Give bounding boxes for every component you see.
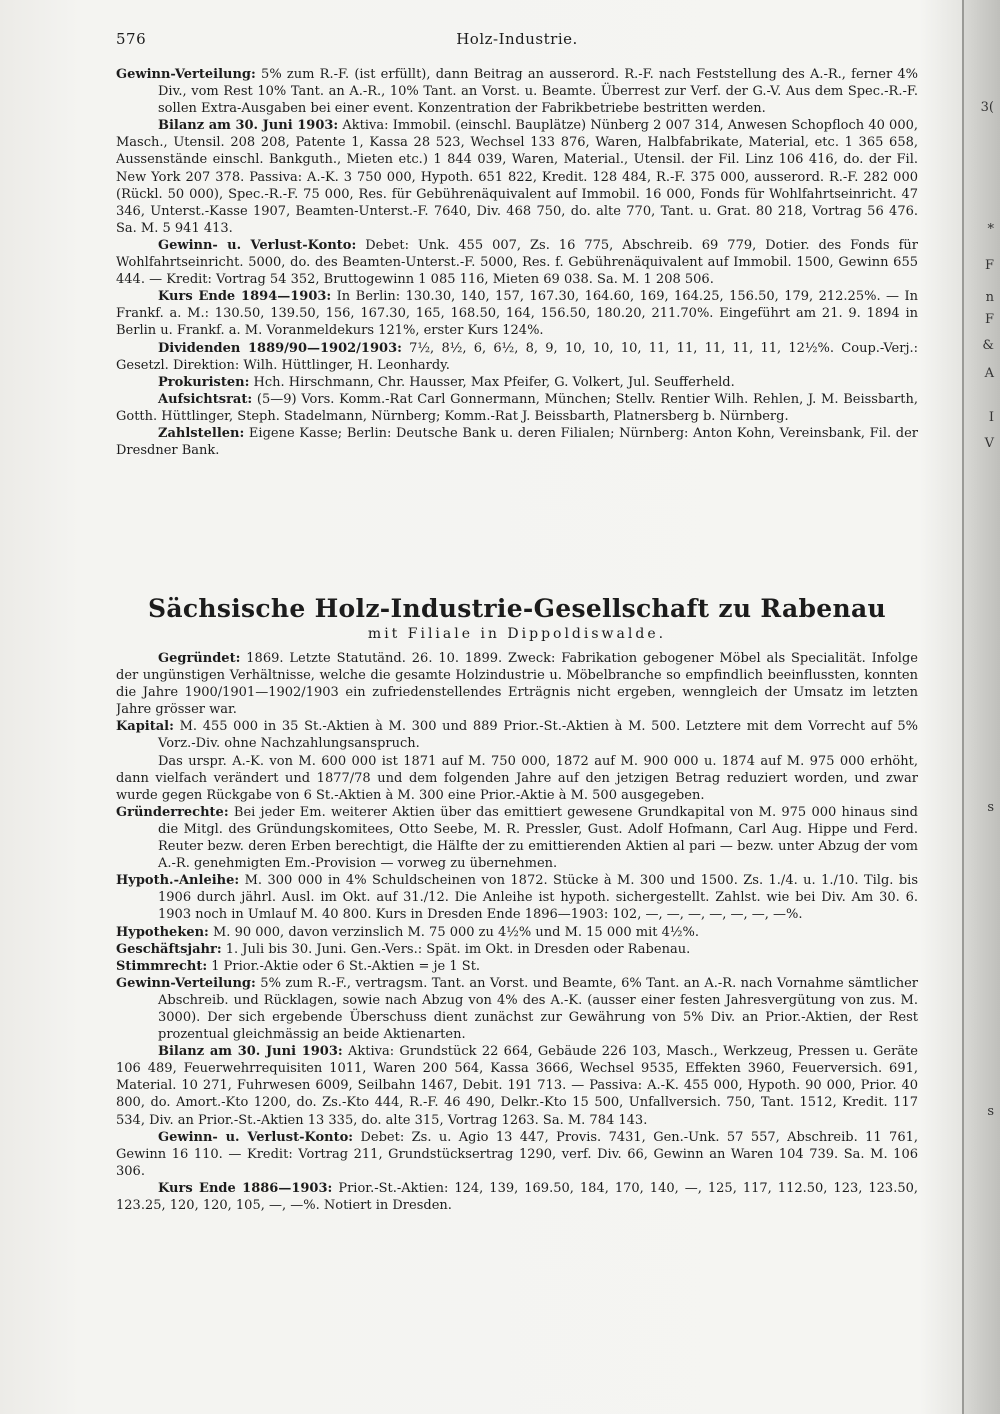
entry-text: Aktiva: Grundstück 22 664, Gebäude 226 103, Masch., Werkzeug, Pressen u. Geräte 106 489, Feuerwehrrequisiten 1011, Waren 200 564, Kassa 3666, Wechsel 9535, Effekten 3960, Feuerversich. 691, Material. 10 271, Fuhrwesen 6009, Seilbahn 1467, Debit. 191 713. — Passiva: A.-K. 455 000, Hypoth. 90 000, Prior. 40 800, do. Amort.-Kto 1200, do. Zs.-Kto 444, R.-F. 46 490, Delkr.-Kto 15 500, Unfallversich. 750, Tant. 1512, Kredit. 117 534, Div. an Prior.-St.-Aktien 13 335, do. alte 315, Vortrag 1263. Sa. M. 784 143. bbox=[116, 1044, 918, 1128]
entry-label: Gegründet: bbox=[158, 651, 241, 666]
entry-text: Hch. Hirschmann, Chr. Hausser, Max Pfeifer, G. Volkert, Jul. Seufferheld. bbox=[249, 374, 735, 390]
entry-text: (5—9) Vors. Komm.-Rat Carl Gonnermann, München; Stellv. Rentier Wilh. Rehlen, J. M. Beissbarth, Gotth. Hüttlinger, Steph. Stadelmann, Nürnberg; Komm.-Rat J. Beissbarth, Platnersberg b. Nürnberg. bbox=[116, 391, 918, 424]
adjacent-page-edge bbox=[962, 0, 1000, 1414]
entry-text: 1. Juli bis 30. Juni. Gen.-Vers.: Spät. im Okt. in Dresden oder Rabenau. bbox=[221, 941, 691, 957]
entry-label: Geschäftsjahr: bbox=[116, 941, 222, 957]
edge-glyph: F bbox=[984, 258, 994, 273]
entry-paragraph bbox=[116, 872, 918, 923]
entry-label: Bilanz am 30. Juni 1903: bbox=[158, 118, 339, 134]
entry-paragraph bbox=[116, 804, 918, 872]
entry-text: M. 455 000 in 35 St.-Aktien à M. 300 und 889 Prior.-St.-Aktien à M. 500. Letztere mit dem Vorrecht auf 5% Vorz.-Div. ohne Nachzahlungsanspruch. bbox=[158, 719, 918, 752]
section-company-details bbox=[116, 650, 918, 1350]
entry-paragraph bbox=[116, 288, 918, 339]
entry-text: 5% zum R.-F. (ist erfüllt), dann Beitrag an ausserord. R.-F. nach Feststellung des A.-R., ferner 4% Div., vom Rest 10% Tant. an A.-R., 10% Tant. an Vorst. u. Beamte. Überrest zur Verf. der G.-V. Aus dem Spec.-R.-F. sollen Extra-Ausgaben bei einer event. Konzentration der Fabrikbetriebe bestritten werden. bbox=[158, 67, 918, 117]
entry-text: Bei jeder Em. weiterer Aktien über das emittiert gewesene Grundkapital von M. 975 000 hinaus sind die Mitgl. des Gründungskomitees, Otto Seebe, M. R. Pressler, Gust. Adolf Hofmann, Carl Aug. Hippe und Ferd. Reuter bezw. deren Erben berechtigt, die Hälfte der zu emittierenden Aktien al pari — bezw. unter Abzug der vom A.-R. genehmigten Em.-Provision — vorweg zu übernehmen. bbox=[158, 804, 918, 872]
entry-label: Gewinn- u. Verlust-Konto: bbox=[158, 1129, 354, 1145]
entry-label: Gewinn-Verteilung: bbox=[116, 67, 256, 82]
entry-paragraph bbox=[116, 1180, 918, 1214]
entry-text: M. 90 000, davon verzinslich M. 75 000 zu 4½% und M. 15 000 mit 4½%. bbox=[208, 924, 699, 940]
entry-label: Stimmrecht: bbox=[116, 958, 208, 974]
entry-paragraph bbox=[116, 650, 918, 718]
entry-text: 1 Prior.-Aktie oder 6 St.-Aktien = je 1 St. bbox=[207, 958, 481, 974]
entry-label: Bilanz am 30. Juni 1903: bbox=[158, 1044, 343, 1060]
edge-glyph: A bbox=[984, 366, 994, 381]
entry-text: Prior.-St.-Aktien: 124, 139, 169.50, 184, 170, 140, —, 125, 117, 112.50, 123, 123.50, 123.25, 120, 120, 105, —, —%. Notiert in Dresden. bbox=[116, 1180, 918, 1213]
entry-label: Dividenden 1889/90—1902/1903: bbox=[158, 340, 402, 356]
edge-glyph: V bbox=[984, 436, 994, 451]
edge-glyph: n bbox=[985, 290, 994, 305]
entry-text: In Berlin: 130.30, 140, 157, 167.30, 164.60, 169, 164.25, 156.50, 179, 212.25%. — In Frankf. a. M.: 130.50, 139.50, 156, 167.30, 165, 168.50, 164, 156.50, 180.20, 211.70%. Eingeführt am 21. 9. 1894 in Berlin u. Frankf. a. M. Voranmeldekurs 121%, erster Kurs 124%. bbox=[116, 289, 918, 339]
edge-glyph: I bbox=[988, 410, 994, 425]
entry-paragraph bbox=[116, 975, 918, 1043]
entry-paragraph bbox=[116, 425, 918, 459]
entry-paragraph bbox=[116, 374, 918, 391]
entry-text: 7½, 8½, 6, 6½, 8, 9, 10, 10, 10, 11, 11, 11, 11, 11, 12½%. Coup.-Verj.: Gesetzl. Direktion: Wilh. Hüttlinger, H. Leonhardy. bbox=[116, 340, 918, 373]
entry-label: Hypotheken: bbox=[116, 924, 209, 940]
entry-paragraph bbox=[116, 924, 918, 941]
entry-label: Hypoth.-Anleihe: bbox=[116, 873, 240, 889]
entry-paragraph bbox=[116, 340, 918, 374]
entry-text: 5% zum R.-F., vertragsm. Tant. an Vorst. und Beamte, 6% Tant. an A.-R. nach Vornahme sämtlicher Abschreib. und Rücklagen, sowie nach Abzug von 4% des A.-K. (ausser einer festen Jahresvergütung von zus. M. 3000). Der sich ergebende Überschuss dient zunächst zur Gewährung von 5% Div. an Prior.-Aktien, der Rest prozentual gleichmässig an beide Aktienarten. bbox=[158, 975, 918, 1043]
entry-label: Zahlstellen: bbox=[158, 425, 245, 441]
entry-paragraph bbox=[116, 718, 918, 752]
entry-text: Debet: Zs. u. Agio 13 447, Provis. 7431, Gen.-Unk. 57 557, Abschreib. 11 761, Gewinn 16 110. — Kredit: Vortrag 211, Grundstücksertrag 1290, verf. Div. 66, Gewinn an Waren 104 739. Sa. M. 106 306. bbox=[116, 1129, 918, 1179]
entry-label: Kapital: bbox=[116, 719, 174, 735]
entry-paragraph bbox=[116, 753, 918, 804]
entry-label: Kurs Ende 1894—1903: bbox=[158, 289, 332, 305]
entry-text: Eigene Kasse; Berlin: Deutsche Bank u. deren Filialen; Nürnberg: Anton Kohn, Vereinsbank, Fil. der Dresdner Bank. bbox=[116, 425, 918, 459]
edge-glyph: s bbox=[987, 800, 994, 815]
entry-text: M. 300 000 in 4% Schuldscheinen von 1872. Stücke à M. 300 und 1500. Zs. 1./4. u. 1./10. Tilg. bis 1906 durch jährl. Ausl. im Okt. auf 31./12. Die Anleihe ist hypoth. sichergestellt. Zahlst. wie bei Div. Am 30. 6. 1903 noch in Umlauf M. 40 800. Kurs in Dresden Ende 1896—1903: 102, —, —, —, —, —, —, —%. bbox=[158, 873, 918, 923]
edge-glyph: & bbox=[982, 338, 994, 353]
entry-paragraph bbox=[116, 237, 918, 288]
entry-label: Kurs Ende 1886—1903: bbox=[158, 1180, 333, 1196]
page-header bbox=[116, 30, 918, 54]
edge-glyph: s bbox=[987, 1104, 994, 1119]
company-title: Sächsische Holz-Industrie-Gesellschaft zu Rabenau bbox=[148, 594, 886, 623]
edge-glyph: F bbox=[984, 312, 994, 327]
company-heading bbox=[116, 594, 918, 644]
page-number: 576 bbox=[116, 30, 147, 48]
entry-paragraph bbox=[116, 1043, 918, 1128]
edge-glyph: * bbox=[987, 222, 994, 237]
entry-text: Debet: Unk. 455 007, Zs. 16 775, Abschreib. 69 779, Dotier. des Fonds für Wohlfahrtseinricht. 5000, do. des Beamten-Unterst.-F. 5000, Res. f. Gebührenäquivalent auf Immobil. 1500, Gewinn 655 444. — Kredit: Vortrag 54 352, Bruttogewinn 1 085 116, Mieten 69 038. Sa. M. 1 208 506. bbox=[116, 237, 918, 288]
entry-paragraph bbox=[116, 391, 918, 425]
entry-paragraph bbox=[116, 66, 918, 117]
entry-paragraph bbox=[116, 1129, 918, 1180]
section-previous-company bbox=[116, 66, 918, 581]
running-title: Holz-Industrie. bbox=[456, 30, 578, 48]
entry-label: Aufsichtsrat: bbox=[158, 391, 253, 407]
entry-text: Aktiva: Immobil. (einschl. Bauplätze) Nünberg 2 007 314, Anwesen Schopfloch 40 000, Masch., Utensil. 208 208, Patente 1, Kassa 28 523, Wechsel 133 876, Waren, Halbfabrikate, Material, etc. 1 365 658, Aussenstände einschl. Bankguth., Mieten etc.) 1 844 039, Waren, Material., Utensil. der Fil. Linz 106 416, do. der Fil. New York 207 378. Passiva: A.-K. 3 750 000, Hypoth. 651 822, Kredit. 128 484, R.-F. 375 000, ausserord. R.-F. 282 000 (Rückl. 50 000), Spec.-R.-F. 75 000, Res. für Gebührenäquivalent auf Immobil. 16 000, Fonds für Wohlfahrtseinricht. 47 346, Unterst.-Kasse 1907, Beamten-Unterst.-F. 7640, Div. 468 750, do. alte 770, Tant. u. Grat. 80 218, Vortrag 56 476. Sa. M. 5 941 413. bbox=[116, 118, 918, 236]
entry-label: Prokuristen: bbox=[158, 374, 250, 390]
entry-paragraph bbox=[116, 941, 918, 958]
edge-glyph: 3( bbox=[980, 100, 994, 115]
entry-paragraph bbox=[116, 117, 918, 237]
entry-label: Gewinn- u. Verlust-Konto: bbox=[158, 237, 357, 253]
entry-label: Gründerrechte: bbox=[116, 804, 229, 820]
company-subtitle: mit Filiale in Dippoldiswalde. bbox=[367, 626, 667, 642]
entry-paragraph bbox=[116, 958, 918, 975]
entry-text: Das urspr. A.-K. von M. 600 000 ist 1871 auf M. 750 000, 1872 auf M. 900 000 u. 1874 auf M. 975 000 erhöht, dann vielfach verändert und 1877/78 und dem folgenden Jahre auf den jetzigen Betrag reduziert worden, und zwar wurde gegen Rückgabe von 6 St.-Aktien à M. 300 eine Prior.-Aktie à M. 500 ausgegeben. bbox=[116, 753, 918, 803]
entry-label: Gewinn-Verteilung: bbox=[116, 975, 256, 991]
entry-text: 1869. Letzte Statutänd. 26. 10. 1899. Zweck: Fabrikation gebogener Möbel als Specialität. Infolge der ungünstigen Verhältnisse, welche die gesamte Holzindustrie u. Möbelbranche so empfindlich beeinflussten, konnten die Jahre 1900/1901—1902/1903 ein zufriedenstellendes Erträgnis nicht ergeben, wenngleich der Umsatz im letzten Jahre grösser war. bbox=[116, 651, 918, 718]
